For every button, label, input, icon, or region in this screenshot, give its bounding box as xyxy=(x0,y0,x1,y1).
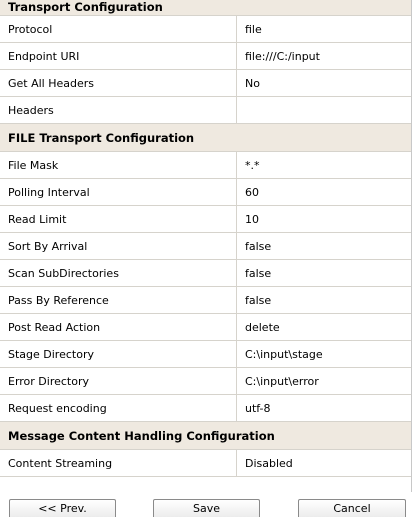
table-row-protocol xyxy=(0,16,411,43)
section-title: Transport Configuration xyxy=(8,0,163,14)
row-value: file:///C:/input xyxy=(245,49,320,63)
table-row-headers xyxy=(0,97,411,124)
section-title: FILE Transport Configuration xyxy=(8,130,195,145)
table-row-content-streaming xyxy=(0,450,411,477)
row-value: delete xyxy=(245,320,280,334)
row-label: Protocol xyxy=(0,16,237,42)
row-label: Polling Interval xyxy=(0,179,237,205)
row-value: 60 xyxy=(245,185,259,199)
row-label: Endpoint URI xyxy=(0,43,237,69)
row-label: Post Read Action xyxy=(0,314,237,340)
row-value: No xyxy=(245,76,260,90)
row-value: false xyxy=(245,239,272,253)
row-value xyxy=(237,97,411,123)
row-value: 10 xyxy=(245,212,259,226)
row-label: File Mask xyxy=(0,152,237,178)
table-row-endpoint-uri xyxy=(0,43,411,70)
row-label: Sort By Arrival xyxy=(0,233,237,259)
save-button[interactable]: Save xyxy=(153,499,260,517)
row-value: false xyxy=(245,293,272,307)
table-row-polling-interval xyxy=(0,179,411,206)
table-row-file-mask xyxy=(0,152,411,179)
row-value: utf-8 xyxy=(245,401,271,415)
table-row-stage-directory xyxy=(0,341,411,368)
table-row-scan-subdirectories xyxy=(0,260,411,287)
row-label: Content Streaming xyxy=(0,450,237,476)
table-row-request-encoding xyxy=(0,395,411,422)
wizard-button-bar xyxy=(0,497,412,517)
section-header-transport xyxy=(0,0,411,16)
table-row-error-directory xyxy=(0,368,411,395)
row-label: Error Directory xyxy=(0,368,237,394)
row-value: Disabled xyxy=(245,456,293,470)
section-title: Message Content Handling Configuration xyxy=(8,428,275,443)
row-label: Headers xyxy=(0,97,237,123)
prev-button[interactable]: << Prev. xyxy=(9,499,116,517)
row-label: Get All Headers xyxy=(0,70,237,96)
row-label: Read Limit xyxy=(0,206,237,232)
row-value: file xyxy=(245,22,262,36)
table-row-pass-by-reference xyxy=(0,287,411,314)
row-value: C:\input\stage xyxy=(245,347,323,361)
table-row-read-limit xyxy=(0,206,411,233)
row-value: false xyxy=(245,266,272,280)
table-row-sort-by-arrival xyxy=(0,233,411,260)
row-label: Pass By Reference xyxy=(0,287,237,313)
row-value: *.* xyxy=(245,158,260,172)
section-header-file-transport xyxy=(0,124,411,152)
table-row-get-all-headers xyxy=(0,70,411,97)
row-label: Scan SubDirectories xyxy=(0,260,237,286)
cancel-button[interactable]: Cancel xyxy=(298,499,406,517)
section-header-message-content xyxy=(0,422,411,450)
row-label: Stage Directory xyxy=(0,341,237,367)
table-row-post-read-action xyxy=(0,314,411,341)
row-label: Request encoding xyxy=(0,395,237,421)
row-value: C:\input\error xyxy=(245,374,319,388)
